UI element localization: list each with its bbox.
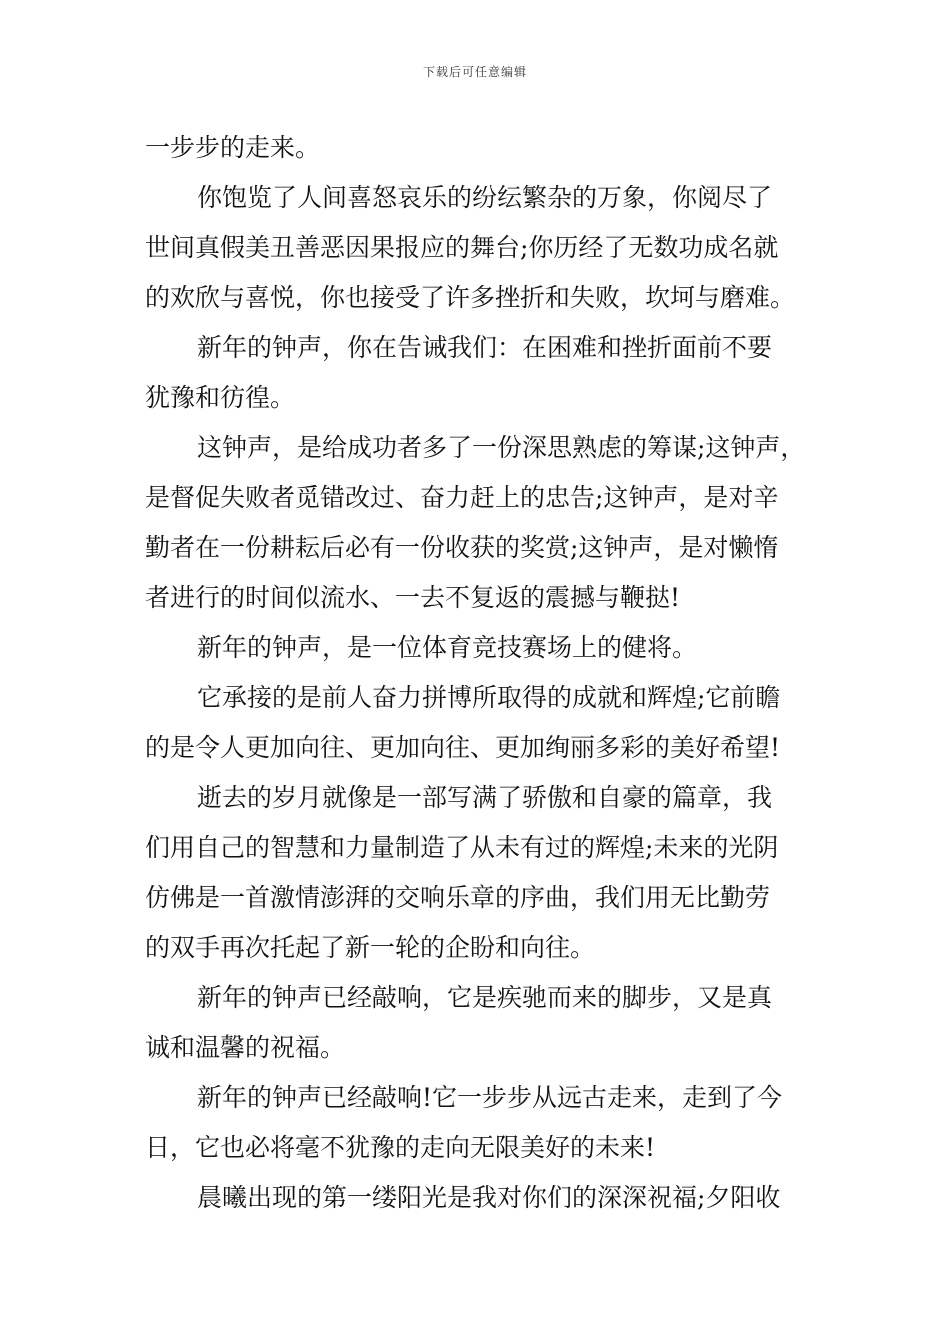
text-line: 世间真假美丑善恶因果报应的舞台;你历经了无数功成名就: [145, 233, 779, 262]
text-line: 的是令人更加向往、更加向往、更加绚丽多彩的美好希望!: [145, 733, 781, 762]
text-line: 新年的钟声，是一位体育竞技赛场上的健将。: [197, 633, 698, 662]
document-body: [145, 123, 810, 1223]
text-line: 新年的钟声，你在告诫我们：在困难和挫折面前不要: [197, 333, 773, 362]
text-line: 的欢欣与喜悦，你也接受了许多挫折和失败，坎坷与磨难。: [145, 283, 796, 312]
text-line: 你饱览了人间喜怒哀乐的纷纭繁杂的万象，你阅尽了: [197, 183, 773, 212]
text-line: 新年的钟声已经敲响，它是疾驰而来的脚步，又是真: [197, 983, 773, 1012]
text-line: 日，它也必将毫不犹豫的走向无限美好的未来!: [145, 1133, 656, 1162]
text-line: 新年的钟声已经敲响!它一步步从远古走来，走到了今: [197, 1083, 783, 1112]
text-line: 勤者在一份耕耘后必有一份收获的奖赏;这钟声，是对懒惰: [145, 533, 779, 562]
text-line: 者进行的时间似流水、一去不复返的震撼与鞭挞!: [145, 583, 681, 612]
text-line: 们用自己的智慧和力量制造了从未有过的辉煌;未来的光阴: [145, 833, 779, 862]
text-line: 这钟声，是给成功者多了一份深思熟虑的筹谋;这钟声，: [197, 433, 806, 462]
page-header: 下载后可任意编辑: [422, 65, 527, 79]
text-line: 一步步的走来。: [145, 133, 321, 162]
text-line: 的双手再次托起了新一轮的企盼和向往。: [145, 933, 596, 962]
text-line: 是督促失败者觅错改过、奋力赶上的忠告;这钟声，是对辛: [145, 483, 779, 512]
text-line: 它承接的是前人奋力拼博所取得的成就和辉煌;它前瞻: [197, 683, 781, 712]
text-line: 诚和温馨的祝福。: [145, 1033, 346, 1062]
text-line: 仿佛是一首激情澎湃的交响乐章的序曲，我们用无比勤劳: [145, 883, 771, 912]
text-line: 逝去的岁月就像是一部写满了骄傲和自豪的篇章，我: [197, 783, 773, 812]
text-line: 犹豫和彷徨。: [145, 383, 296, 412]
text-line: 晨曦出现的第一缕阳光是我对你们的深深祝福;夕阳收: [197, 1183, 781, 1212]
